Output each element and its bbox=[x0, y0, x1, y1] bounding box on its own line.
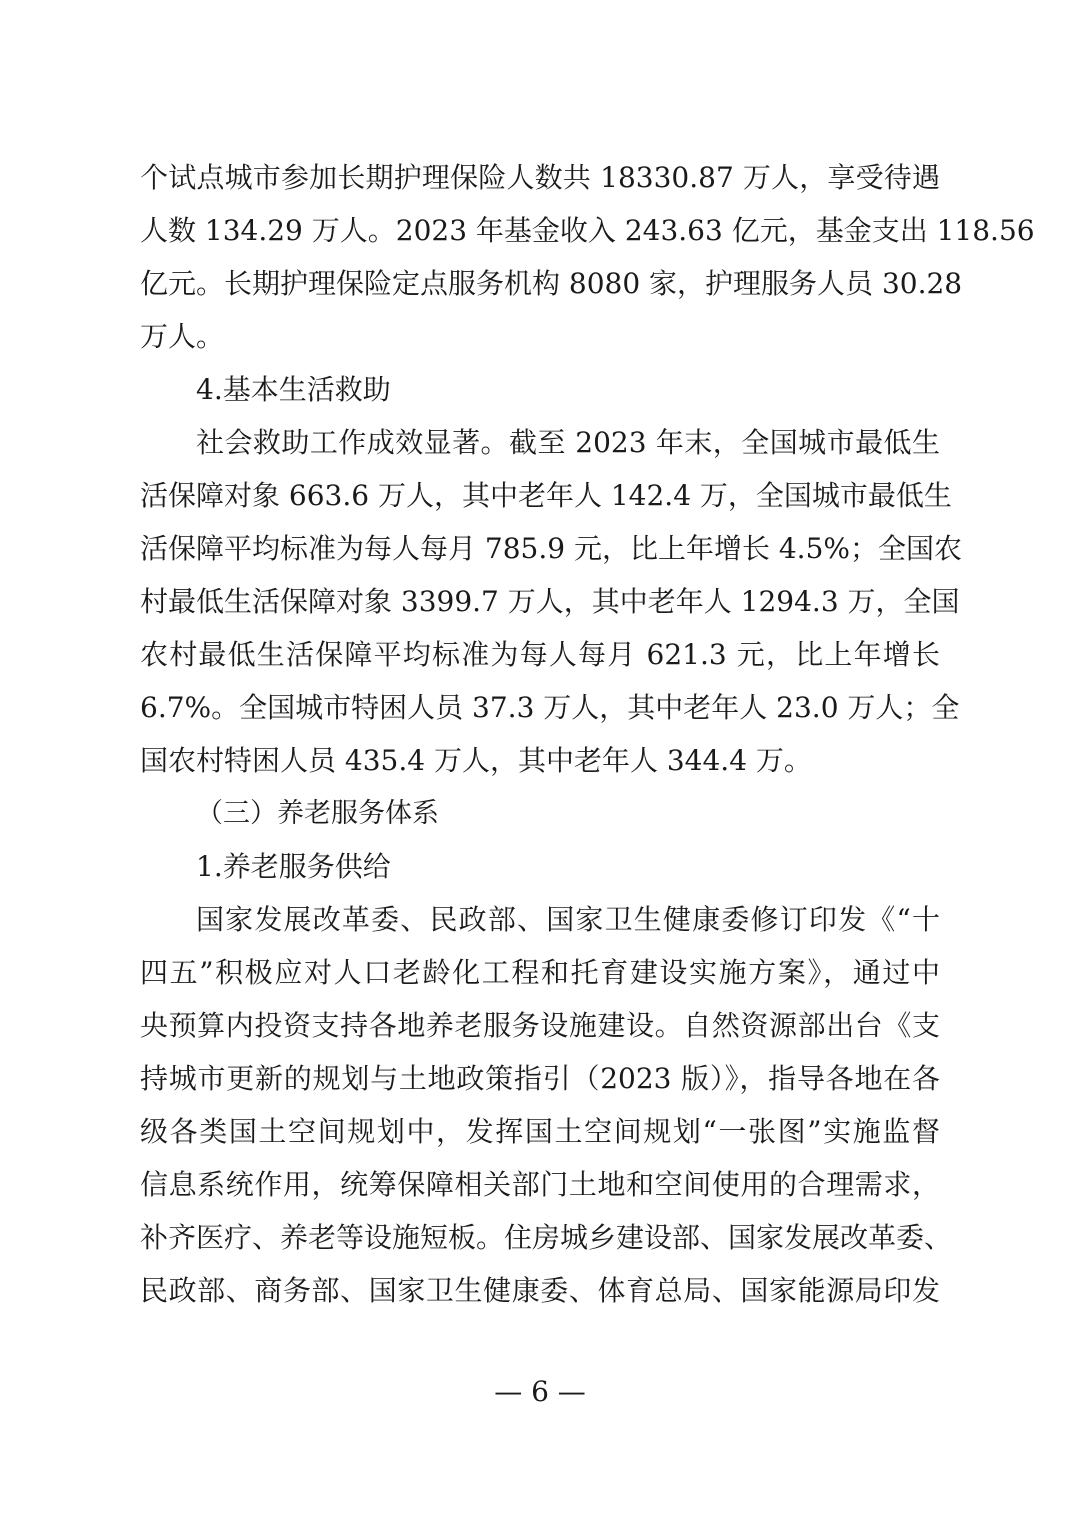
text-line: 亿元。长期护理保险定点服务机构 8080 家，护理服务人员 30.28 bbox=[140, 267, 963, 300]
text-line: 央预算内投资支持各地养老服务设施建设。自然资源部出台《支 bbox=[140, 1009, 940, 1042]
text-line: 村最低生活保障对象 3399.7 万人，其中老年人 1294.3 万，全国 bbox=[140, 585, 960, 618]
text-line: 持城市更新的规划与土地政策指引（2023 版）》，指导各地在各 bbox=[140, 1062, 940, 1095]
text-line: 个试点城市参加长期护理保险人数共 18330.87 万人，享受待遇 bbox=[140, 161, 940, 194]
text-line: 人数 134.29 万人。2023 年基金收入 243.63 亿元，基金支出 118.56 bbox=[140, 214, 1035, 247]
text-line: 万人。 bbox=[140, 320, 225, 353]
text-line: 6.7%。全国城市特困人员 37.3 万人，其中老年人 23.0 万人；全 bbox=[140, 691, 960, 724]
text-line: 农村最低生活保障平均标准为每人每月 621.3 元，比上年增长 bbox=[140, 638, 940, 671]
text-line: 四五”积极应对人口老龄化工程和托育建设实施方案》，通过中 bbox=[140, 956, 940, 989]
text-line: 民政部、商务部、国家卫生健康委、体育总局、国家能源局印发 bbox=[140, 1274, 940, 1307]
section-heading: 4.基本生活救助 bbox=[196, 373, 391, 406]
text-line: 国家发展改革委、民政部、国家卫生健康委修订印发《“十 bbox=[196, 903, 940, 936]
text-line: 国农村特困人员 435.4 万人，其中老年人 344.4 万。 bbox=[140, 744, 812, 777]
text-line: 社会救助工作成效显著。截至 2023 年末，全国城市最低生 bbox=[196, 426, 940, 459]
text-line: 信息系统作用，统筹保障相关部门土地和空间使用的合理需求， bbox=[140, 1168, 940, 1201]
text-line: 级各类国土空间规划中，发挥国土空间规划“一张图”实施监督 bbox=[140, 1115, 940, 1148]
chapter-heading: （三）养老服务体系 bbox=[196, 798, 439, 829]
text-line: 补齐医疗、养老等设施短板。住房城乡建设部、国家发展改革委、 bbox=[140, 1221, 953, 1254]
text-line: 活保障平均标准为每人每月 785.9 元，比上年增长 4.5%；全国农 bbox=[140, 532, 962, 565]
page-number: — 6 — bbox=[494, 1375, 586, 1408]
section-heading: 1.养老服务供给 bbox=[196, 850, 391, 883]
text-line: 活保障对象 663.6 万人，其中老年人 142.4 万，全国城市最低生 bbox=[140, 479, 952, 512]
